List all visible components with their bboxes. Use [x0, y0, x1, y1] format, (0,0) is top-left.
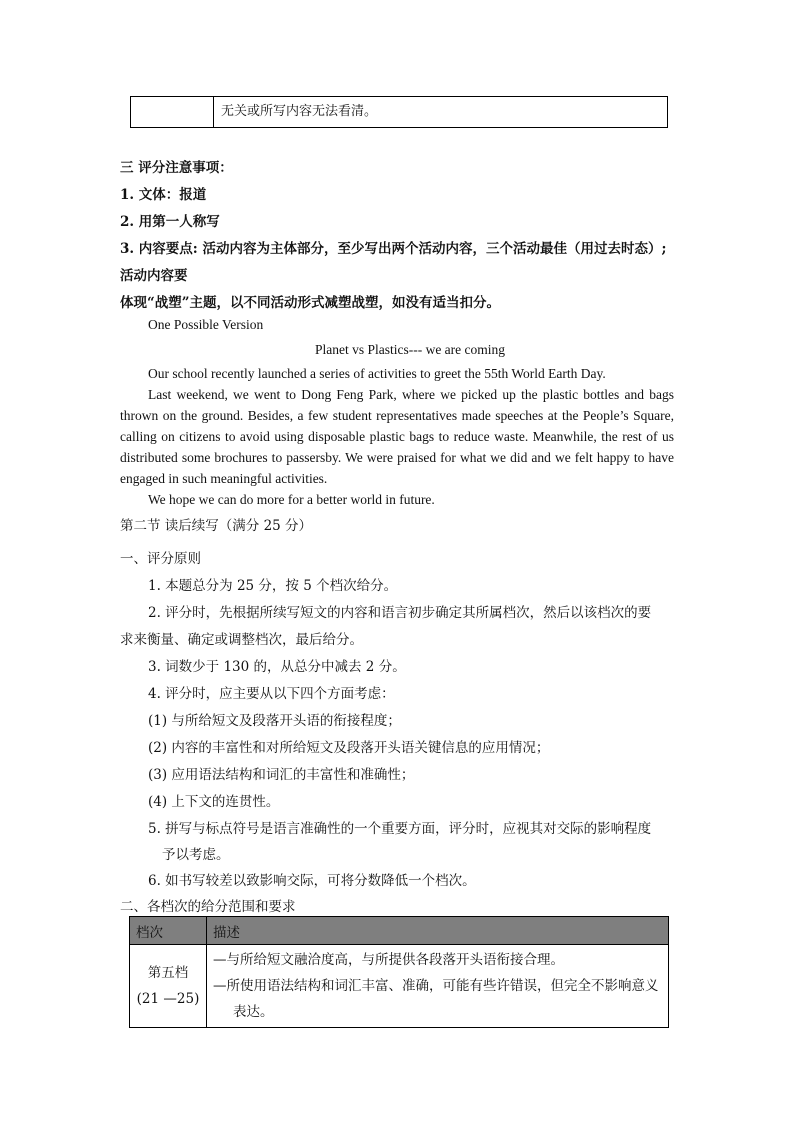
essay-paragraph-2: Last weekend, we went to Dong Feng Park, where we picked up the plastic bottles and bags thrown on the ground. Besides, a few student representatives made speeches at the People’s Square, calling on citizens to avoid using disposable plastic bags to reduce waste. Meanwhile, the rest of us distributed some brochures to passersby. We were praised for what we did and we felt happy to have engaged in such meaningful activities. [120, 387, 674, 486]
top-table-empty-cell [131, 97, 214, 127]
note-item-3-cont: 活动内容要 [120, 268, 188, 284]
note-item-3: 3. 内容要点: 活动内容为主体部分，至少写出两个活动内容，三个活动最佳（用过去时态）; [120, 241, 667, 257]
header-level: 档次 [130, 917, 207, 945]
description-cell [207, 945, 669, 1028]
principle-5: 5. 拼写与标点符号是语言准确性的一个重要方面，评分时，应视其对交际的影响程度 [148, 821, 652, 837]
principle-4-2: (2) 内容的丰富性和对所给短文及段落开头语关键信息的应用情况； [148, 740, 550, 756]
level-range: (21 —25) [136, 991, 200, 1007]
principle-4: 4. 评分时，应主要从以下四个方面考虑： [148, 686, 395, 702]
note-item-2: 2. 用第一人称写 [120, 214, 220, 230]
levels-heading: 二、各档次的给分范围和要求 [120, 899, 296, 915]
principle-4-1: (1) 与所给短文及段落开头语的衔接程度； [148, 713, 401, 729]
principle-4-4: (4) 上下文的连贯性。 [148, 794, 280, 810]
description-line-2: —所使用语法结构和词汇丰富、准确，可能有些许错误，但完全不影响意义表达。 [213, 978, 659, 1020]
principle-1: 1. 本题总分为 25 分，按 5 个档次给分。 [148, 578, 398, 594]
principle-2: 2. 评分时，先根据所续写短文的内容和语言初步确定其所属档次，然后以该档次的要 [148, 605, 652, 621]
principle-6: 6. 如书写较差以致影响交际，可将分数降低一个档次。 [148, 873, 476, 889]
level-cell [130, 945, 207, 1028]
description-line-1: —与所给短文融洽度高，与所提供各段落开头语衔接合理。 [213, 952, 564, 968]
essay-title: Planet vs Plastics--- we are coming [314, 342, 506, 357]
principle-2-cont: 求来衡量、确定或调整档次，最后给分。 [120, 632, 363, 648]
note-item-1: 1. 文体：报道 [120, 187, 207, 203]
top-table-text-cell: 无关或所写内容无法看清。 [221, 104, 378, 119]
grade-table-header-row [130, 917, 669, 945]
note-item-3-theme: 体现“战塑”主题，以不同活动形式减塑战塑，如没有适当扣分。 [120, 295, 501, 311]
principle-3: 3. 词数少于 130 的，从总分中减去 2 分。 [148, 659, 406, 675]
essay-paragraph-1: Our school recently launched a series of activities to greet the 55th World Earth Day. [148, 366, 606, 381]
essay-paragraph-3: We hope we can do more for a better world in future. [148, 492, 435, 507]
table-row [130, 945, 669, 1028]
principle-5-cont: 予以考虑。 [162, 847, 230, 863]
essay-label: One Possible Version [148, 317, 264, 332]
header-description: 描述 [207, 917, 669, 945]
top-table-fragment [130, 96, 668, 128]
notes-heading: 三 评分注意事项： [120, 160, 233, 176]
level-name: 第五档 [147, 965, 189, 981]
section2-title: 第二节 读后续写（满分 25 分） [120, 518, 313, 534]
principles-heading: 一、评分原则 [120, 551, 201, 567]
grade-table [129, 916, 669, 1028]
principle-4-3: (3) 应用语法结构和词汇的丰富性和准确性； [148, 767, 415, 783]
